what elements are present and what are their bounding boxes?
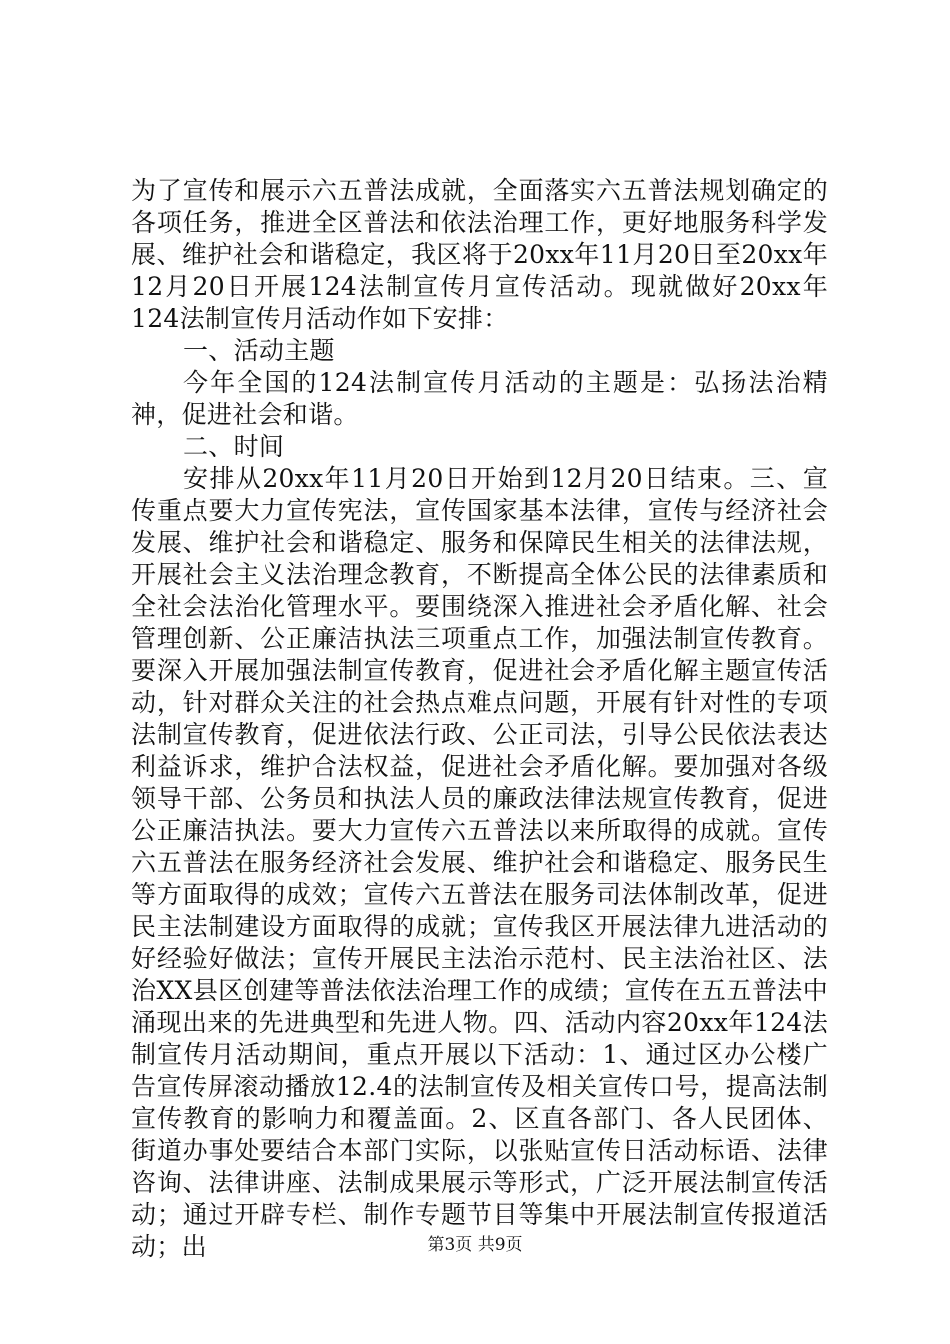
document-body xyxy=(131,175,828,1263)
intro-paragraph: 为了宣传和展示六五普法成就，全面落实六五普法规划确定的各项任务，推进全区普法和依法治理工作，更好地服务科学发展、维护社会和谐稳定，我区将于20xx年11月20日至20xx年12月20日开展124法制宣传月宣传活动。现就做好20xx年124法制宣传月活动作如下安排： xyxy=(131,176,828,333)
section-heading-theme: 一、活动主题 xyxy=(183,336,335,365)
section-heading-time: 二、时间 xyxy=(183,432,285,461)
theme-paragraph: 今年全国的124法制宣传月活动的主题是：弘扬法治精神，促进社会和谐。 xyxy=(131,368,828,429)
schedule-paragraph: 安排从20xx年11月20日开始到12月20日结束。三、宣传重点要大力宣传宪法，宣传国家基本法律，宣传与经济社会发展、维护社会和谐稳定、服务和保障民生相关的法律法规，开展社会主义法治理念教育，不断提高全体公民的法律素质和全社会法治化管理水平。要围绕深入推进社会矛盾化解、社会管理创新、公正廉洁执法三项重点工作，加强法制宣传教育。要深入开展加强法制宣传教育，促进社会矛盾化解主题宣传活动，针对群众关注的社会热点难点问题，开展有针对性的专项法制宣传教育，促进依法行政、公正司法，引导公民依法表达利益诉求，维护合法权益，促进社会矛盾化解。要加强对各级领导干部、公务员和执法人员的廉政法律法规宣传教育，促进公正廉洁执法。要大力宣传六五普法以来所取得的成就。宣传六五普法在服务经济社会发展、维护社会和谐稳定、服务民生等方面取得的成效；宣传六五普法在服务司法体制改革，促进民主法制建设方面取得的成就；宣传我区开展法律九进活动的好经验好做法；宣传开展民主法治示范村、民主法治社区、法治XX县区创建等普法依法治理工作的成绩；宣传在五五普法中涌现出来的先进典型和先进人物。四、活动内容20xx年124法制宣传月活动期间，重点开展以下活动：1、通过区办公楼广告宣传屏滚动播放12.4的法制宣传及相关宣传口号，提高法制宣传教育的影响力和覆盖面。2、区直各部门、各人民团体、街道办事处要结合本部门实际，以张贴宣传日活动标语、法律咨询、法律讲座、法制成果展示等形式，广泛开展法制宣传活动；通过开辟专栏、制作专题节目等集中开展法制宣传报道活动；出 xyxy=(131,464,828,1261)
page-footer: 第3页 共9页 xyxy=(427,1235,523,1255)
